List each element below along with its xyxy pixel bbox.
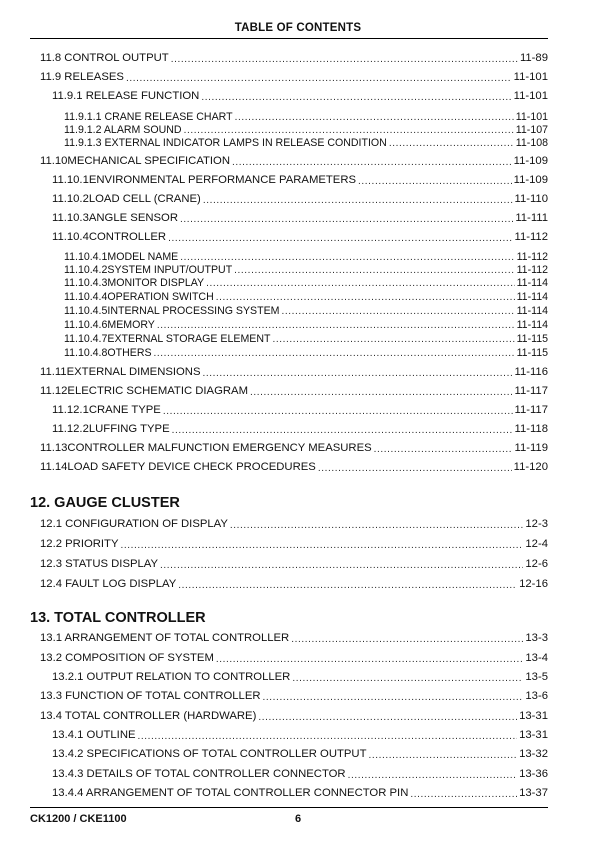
toc-entry-page: 13-5 [525, 671, 548, 683]
toc-entry[interactable] [40, 632, 548, 645]
dot-leader [160, 560, 523, 571]
dot-leader [163, 406, 513, 417]
toc-entry-title: 11.10.1ENVIRONMENTAL PERFORMANCE PARAMETERS [52, 174, 357, 186]
toc-entry-page: 12-4 [525, 538, 548, 550]
dot-leader [389, 138, 514, 149]
dot-leader [235, 112, 514, 123]
toc-entry-title: 13.4.2 SPECIFICATIONS OF TOTAL CONTROLLER OUTPUT [52, 748, 367, 760]
toc-entry[interactable] [40, 366, 548, 379]
dot-leader [203, 368, 513, 379]
toc-entry-title: 13.4.3 DETAILS OF TOTAL CONTROLLER CONNECTOR [52, 768, 346, 780]
toc-entry-title: 13.3 FUNCTION OF TOTAL CONTROLLER [40, 690, 261, 702]
toc-entry[interactable] [52, 729, 548, 742]
toc-entry[interactable] [40, 442, 548, 455]
toc-entry-title: 11.10.4.3MONITOR DISPLAY [64, 277, 205, 289]
toc-entry-page: 11-108 [515, 137, 548, 149]
toc-entry[interactable] [64, 347, 548, 359]
header-rule [30, 38, 548, 39]
footer-model: CK1200 / CKE1100 [30, 813, 127, 825]
toc-entry[interactable] [40, 578, 548, 591]
toc-entry[interactable] [64, 305, 548, 317]
toc-entry-page: 11-109 [513, 155, 548, 167]
toc-entry[interactable] [64, 277, 548, 289]
toc-entry[interactable] [40, 518, 548, 531]
toc-entry[interactable] [64, 111, 548, 123]
dot-leader [157, 320, 515, 331]
toc-entry-page: 13-31 [519, 710, 548, 722]
dot-leader [358, 176, 512, 187]
toc-entry[interactable] [52, 212, 548, 225]
dot-leader [120, 540, 523, 551]
dot-leader [126, 73, 512, 84]
toc-entry[interactable] [40, 710, 548, 723]
toc-entry[interactable] [40, 652, 548, 665]
dot-leader [230, 520, 523, 531]
toc-entry[interactable] [52, 193, 548, 206]
toc-entry[interactable] [64, 319, 548, 331]
toc-entry-title: 11.10.4.8OTHERS [64, 347, 152, 359]
toc-entry-title: 13.2 COMPOSITION OF SYSTEM [40, 652, 214, 664]
dot-leader [178, 580, 517, 591]
dot-leader [232, 157, 512, 168]
toc-entry-page: 12-6 [525, 558, 548, 570]
toc-entry-page: 11-114 [516, 291, 548, 303]
toc-entry[interactable] [52, 787, 548, 800]
toc-entry-page: 11-109 [513, 174, 548, 186]
toc-entry-title: 11.9.1.1 CRANE RELEASE CHART [64, 111, 233, 123]
dot-leader [292, 673, 523, 684]
dot-leader [138, 731, 518, 742]
toc-entry-title: 13.1 ARRANGEMENT OF TOTAL CONTROLLER [40, 632, 290, 644]
toc-entry-page: 11-107 [515, 124, 548, 136]
dot-leader [206, 278, 514, 289]
toc-entry[interactable] [40, 71, 548, 84]
toc-entry-page: 11-117 [514, 385, 548, 397]
toc-entry-page: 13-31 [519, 729, 548, 741]
toc-entry-page: 11-114 [516, 277, 548, 289]
toc-entry-title: 11.9 RELEASES [40, 71, 124, 83]
toc-entry-page: 11-101 [515, 111, 548, 123]
toc-entry[interactable] [52, 404, 548, 417]
toc-entry-page: 11-112 [514, 231, 548, 243]
dot-leader [203, 195, 513, 206]
toc-entry-page: 11-116 [514, 366, 548, 378]
dot-leader [369, 750, 518, 761]
dot-leader [168, 233, 512, 244]
toc-entry-title: 11.10.4CONTROLLER [52, 231, 167, 243]
toc-entry-title: 11.12.1CRANE TYPE [52, 404, 161, 416]
dot-leader [171, 54, 518, 65]
toc-entry[interactable] [40, 385, 548, 398]
toc-entry-title: 11.13CONTROLLER MALFUNCTION EMERGENCY MEASURES [40, 442, 372, 454]
toc-entry-page: 13-36 [519, 768, 548, 780]
dot-leader [201, 92, 511, 103]
dot-leader [291, 634, 523, 645]
dot-leader [281, 306, 514, 317]
toc-entry-page: 11-115 [516, 347, 548, 359]
footer-page-number: 6 [294, 813, 302, 825]
toc-entry-page: 11-120 [513, 461, 548, 473]
dot-leader [154, 348, 515, 359]
toc-entry-title: 11.9.1 RELEASE FUNCTION [52, 90, 200, 102]
toc-entry-title: 12.4 FAULT LOG DISPLAY [40, 578, 177, 590]
toc-entry[interactable] [40, 558, 548, 571]
dot-leader [348, 770, 518, 781]
footer-rule [30, 807, 548, 808]
toc-entry[interactable] [52, 671, 548, 684]
toc-entry[interactable] [64, 333, 548, 345]
dot-leader [184, 125, 514, 136]
toc-entry-title: 11.14LOAD SAFETY DEVICE CHECK PROCEDURES [40, 461, 316, 473]
toc-entry-title: 13.4.4 ARRANGEMENT OF TOTAL CONTROLLER CONNECTOR PIN [52, 787, 409, 799]
toc-entry-page: 13-37 [519, 787, 548, 799]
toc-entry-page: 11-114 [516, 319, 548, 331]
toc-entry[interactable] [40, 155, 548, 168]
toc-entry-title: 11.10.3ANGLE SENSOR [52, 212, 178, 224]
toc-entry-title: 11.10.4.6MEMORY [64, 319, 155, 331]
toc-entry-page: 11-101 [513, 90, 548, 102]
toc-entry-title: 11.8 CONTROL OUTPUT [40, 52, 169, 64]
dot-leader [250, 387, 513, 398]
dot-leader [172, 425, 513, 436]
toc-entry-title: 13.4 TOTAL CONTROLLER (HARDWARE) [40, 710, 257, 722]
toc-entry-page: 11-112 [516, 264, 548, 276]
toc-entry-title: 11.11EXTERNAL DIMENSIONS [40, 366, 201, 378]
dot-leader [318, 463, 512, 474]
toc-entry[interactable] [40, 461, 548, 474]
toc-entry-title: 13.4.1 OUTLINE [52, 729, 136, 741]
section-heading: 13. TOTAL CONTROLLER [30, 610, 206, 626]
toc-entry-title: 11.10MECHANICAL SPECIFICATION [40, 155, 230, 167]
toc-entry[interactable] [64, 291, 548, 303]
toc-entry-page: 11-110 [514, 193, 548, 205]
toc-entry-title: 11.10.4.5INTERNAL PROCESSING SYSTEM [64, 305, 280, 317]
toc-entry-page: 13-4 [525, 652, 548, 664]
toc-entry-title: 11.12.2LUFFING TYPE [52, 423, 170, 435]
page-title: TABLE OF CONTENTS [234, 22, 362, 34]
toc-entry[interactable] [52, 748, 548, 761]
toc-entry-title: 12.3 STATUS DISPLAY [40, 558, 159, 570]
toc-entry-page: 11-89 [519, 52, 548, 64]
section-heading: 12. GAUGE CLUSTER [30, 495, 180, 511]
dot-leader [410, 789, 517, 800]
toc-entry-page: 13-6 [525, 690, 548, 702]
toc-entry[interactable] [40, 52, 548, 65]
dot-leader [216, 292, 515, 303]
dot-leader [258, 712, 517, 723]
toc-entry-page: 11-101 [513, 71, 548, 83]
toc-entry-page: 11-119 [514, 442, 548, 454]
toc-entry[interactable] [40, 538, 548, 551]
toc-entry[interactable] [40, 690, 548, 703]
toc-entry[interactable] [64, 264, 548, 276]
toc-entry-title: 11.10.4.4OPERATION SWITCH [64, 291, 214, 303]
toc-entry[interactable] [52, 90, 548, 103]
toc-entry-page: 11-112 [516, 251, 548, 263]
toc-entry[interactable] [64, 137, 548, 149]
toc-entry-page: 11-115 [516, 333, 548, 345]
toc-entry-page: 13-3 [525, 632, 548, 644]
toc-entry[interactable] [52, 174, 548, 187]
toc-entry-page: 12-16 [519, 578, 548, 590]
toc-entry-title: 11.10.4.1MODEL NAME [64, 251, 179, 263]
dot-leader [234, 265, 514, 276]
dot-leader [374, 444, 513, 455]
toc-entry-title: 13.2.1 OUTPUT RELATION TO CONTROLLER [52, 671, 291, 683]
toc-entry-page: 13-32 [519, 748, 548, 760]
toc-entry-title: 11.12ELECTRIC SCHEMATIC DIAGRAM [40, 385, 248, 397]
toc-entry-title: 11.10.4.7EXTERNAL STORAGE ELEMENT [64, 333, 271, 345]
toc-entry-title: 12.1 CONFIGURATION OF DISPLAY [40, 518, 228, 530]
toc-entry-page: 11-114 [516, 305, 548, 317]
toc-entry-title: 11.9.1.3 EXTERNAL INDICATOR LAMPS IN RELEASE CONDITION [64, 137, 387, 149]
toc-entry[interactable] [52, 231, 548, 244]
dot-leader [180, 214, 513, 225]
toc-entry-page: 11-117 [514, 404, 548, 416]
dot-leader [272, 334, 514, 345]
toc-entry[interactable] [64, 124, 548, 136]
dot-leader [263, 692, 524, 703]
toc-entry-title: 11.10.2LOAD CELL (CRANE) [52, 193, 201, 205]
toc-entry[interactable] [52, 768, 548, 781]
toc-entry-title: 11.9.1.2 ALARM SOUND [64, 124, 182, 136]
toc-entry-page: 11-118 [514, 423, 548, 435]
toc-entry-title: 11.10.4.2SYSTEM INPUT/OUTPUT [64, 264, 233, 276]
toc-entry-title: 12.2 PRIORITY [40, 538, 119, 550]
toc-entry[interactable] [52, 423, 548, 436]
dot-leader [180, 252, 514, 263]
toc-entry[interactable] [64, 251, 548, 263]
toc-entry-page: 11-111 [515, 212, 548, 224]
dot-leader [216, 654, 523, 665]
toc-entry-page: 12-3 [525, 518, 548, 530]
